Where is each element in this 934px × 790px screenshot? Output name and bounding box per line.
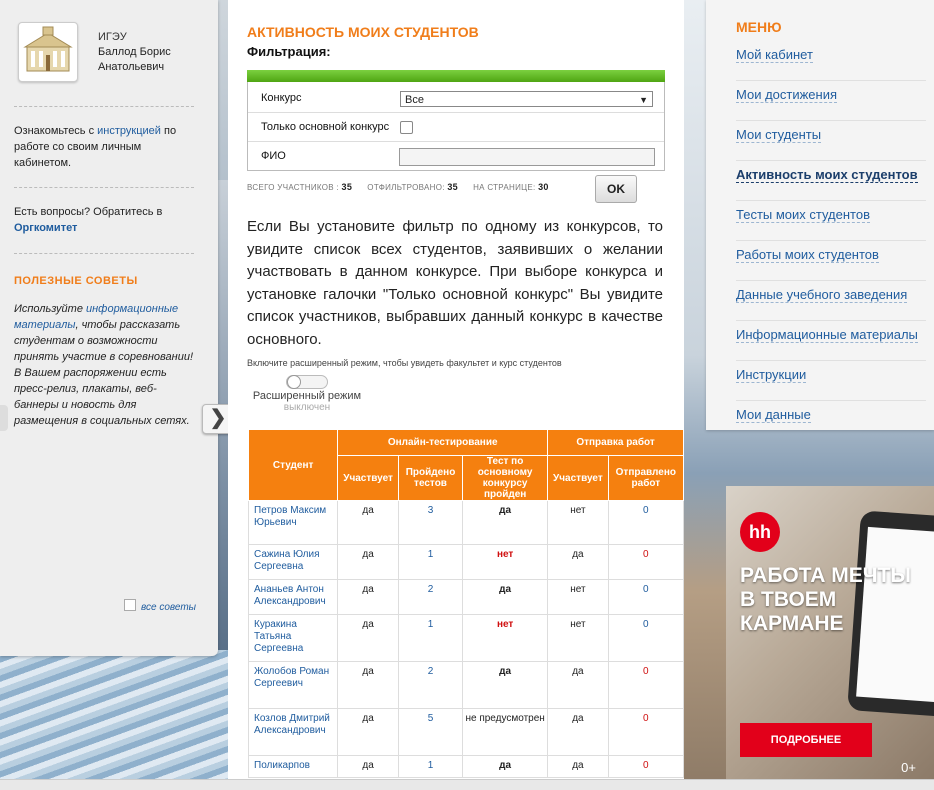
- right-menu: [706, 0, 934, 430]
- filter-row-contest: [248, 84, 664, 113]
- student-name[interactable]: Жолобов Роман Сергеевич: [249, 662, 338, 709]
- filter-header-bar: [247, 70, 665, 82]
- list-icon: [124, 599, 136, 611]
- col-tests-passed[interactable]: Пройдено тестов: [398, 456, 462, 501]
- menu-item-my-cabinet[interactable]: [736, 40, 926, 81]
- menu-item-label: Информационные материалы: [736, 327, 918, 342]
- all-tips-link[interactable]: [124, 599, 196, 613]
- student-name[interactable]: Сажина Юлия Сергеевна: [249, 545, 338, 580]
- cell-main-test: да: [463, 662, 548, 709]
- cell-participates: да: [338, 580, 399, 615]
- total-count: 35: [341, 182, 353, 192]
- cell-tests-passed[interactable]: 1: [398, 615, 462, 662]
- cell-works-participates: нет: [548, 580, 609, 615]
- menu-item-label: Мой кабинет: [736, 47, 813, 62]
- cell-tests-passed[interactable]: 5: [398, 709, 462, 756]
- contest-select[interactable]: [400, 91, 653, 107]
- menu-item-label: Мои достижения: [736, 87, 838, 102]
- menu-item-institution-data[interactable]: [736, 280, 926, 321]
- student-name[interactable]: Куракина Татьяна Сергеевна: [249, 615, 338, 662]
- menu-item-label: Инструкции: [736, 367, 807, 382]
- filtered-count: 35: [447, 182, 458, 192]
- advanced-mode-state: выключен: [283, 402, 331, 413]
- col-participates-works[interactable]: Участвует: [548, 456, 609, 501]
- banner-more-button[interactable]: ПОДРОБНЕЕ: [740, 723, 872, 757]
- participant-stats: [247, 182, 549, 192]
- cell-tests-passed[interactable]: 1: [398, 756, 462, 778]
- col-main-test[interactable]: Тест по основному конкурсу пройден: [463, 456, 548, 501]
- col-student[interactable]: Студент: [249, 430, 338, 501]
- student-name[interactable]: Ананьев Антон Александрович: [249, 580, 338, 615]
- organization-name: ИГЭУ: [98, 31, 127, 43]
- cell-main-test: да: [463, 501, 548, 545]
- student-name[interactable]: Поликарпов: [249, 756, 338, 778]
- table-row: [249, 662, 684, 709]
- filter-panel: [247, 70, 665, 171]
- hh-logo: hh: [740, 512, 780, 552]
- cell-main-test: не предусмотрен: [463, 709, 548, 756]
- cell-works-participates: да: [548, 545, 609, 580]
- group-online-testing: Онлайн-тестирование: [338, 430, 548, 456]
- main-only-label: Только основной конкурс: [261, 121, 390, 133]
- fio-input[interactable]: [399, 148, 655, 166]
- page-title: АКТИВНОСТЬ МОИХ СТУДЕНТОВ: [247, 24, 479, 40]
- cell-works-participates: да: [548, 756, 609, 778]
- student-name[interactable]: Козлов Дмитрий Александрович: [249, 709, 338, 756]
- menu-item-label: Мои студенты: [736, 127, 822, 142]
- cell-tests-passed[interactable]: 3: [398, 501, 462, 545]
- user-name: Баллод Борис Анатольевич: [98, 46, 171, 73]
- cell-main-test: нет: [463, 615, 548, 662]
- cell-works-sent[interactable]: 0: [608, 580, 683, 615]
- cell-works-sent[interactable]: 0: [608, 615, 683, 662]
- cell-participates: да: [338, 756, 399, 778]
- tips-text-start: Используйте: [14, 303, 86, 315]
- cell-participates: да: [338, 709, 399, 756]
- menu-item-my-data[interactable]: [736, 400, 926, 440]
- guide-text-end: по работе со своим личным кабинетом.: [14, 125, 177, 169]
- left-sidebar: [0, 0, 218, 656]
- advanced-mode-hint: Включите расширенный режим, чтобы увидеть факультет и курс студентов: [247, 358, 562, 368]
- hh-banner[interactable]: [726, 486, 934, 779]
- divider: [14, 253, 194, 254]
- page-count: 30: [538, 182, 549, 192]
- cell-main-test: да: [463, 580, 548, 615]
- contest-label: Конкурс: [261, 92, 302, 104]
- banner-headline: РАБОТА МЕЧТЫ В ТВОЕМ КАРМАНЕ: [740, 564, 911, 635]
- cell-participates: да: [338, 501, 399, 545]
- table-row: [249, 756, 684, 778]
- cell-participates: да: [338, 615, 399, 662]
- filter-row-fio: [248, 142, 664, 170]
- table-row: [249, 615, 684, 662]
- menu-item-students-activity[interactable]: [736, 160, 926, 201]
- student-name[interactable]: Петров Максим Юрьевич: [249, 501, 338, 545]
- menu-item-students-tests[interactable]: [736, 200, 926, 241]
- guide-notice: [14, 123, 194, 171]
- cell-works-sent[interactable]: 0: [608, 709, 683, 756]
- menu-item-info-materials[interactable]: [736, 320, 926, 361]
- all-tips-label: все советы: [141, 602, 197, 613]
- tips-text-end: , чтобы рассказать студентам о возможности принять участие в соревновании! В Вашем распоряжении есть пресс-релиз, плакаты, веб-баннеры и новость для размещения в социальных сетях.: [14, 319, 194, 427]
- chevron-right-icon[interactable]: ❯: [202, 404, 234, 434]
- bottom-scrollbar[interactable]: [0, 779, 934, 790]
- cell-tests-passed[interactable]: 1: [398, 545, 462, 580]
- students-activity-table: [248, 429, 684, 778]
- group-works: Отправка работ: [548, 430, 684, 456]
- cell-main-test: нет: [463, 545, 548, 580]
- university-logo-icon: [18, 22, 78, 82]
- cell-works-sent[interactable]: 0: [608, 756, 683, 778]
- cell-participates: да: [338, 662, 399, 709]
- main-only-checkbox[interactable]: [400, 121, 413, 134]
- menu-item-label: Мои данные: [736, 407, 811, 422]
- advanced-mode-toggle[interactable]: [286, 375, 328, 389]
- page-label: НА СТРАНИЦЕ:: [473, 183, 536, 192]
- advanced-mode-label: [252, 390, 362, 414]
- cell-works-sent[interactable]: 0: [608, 501, 683, 545]
- toggle-knob: [287, 375, 301, 389]
- menu-item-achievements[interactable]: [736, 80, 926, 121]
- advanced-mode-text: Расширенный режим: [252, 390, 362, 402]
- contest-select-value: Все: [405, 94, 424, 106]
- table-row: [249, 501, 684, 545]
- menu-title: МЕНЮ: [736, 19, 782, 35]
- cell-main-test: да: [463, 756, 548, 778]
- background-building: [0, 650, 228, 789]
- fio-label: ФИО: [261, 150, 286, 162]
- menu-item-my-students[interactable]: [736, 120, 926, 161]
- table-row: [249, 709, 684, 756]
- table-row: [249, 580, 684, 615]
- total-label: ВСЕГО УЧАСТНИКОВ :: [247, 183, 339, 192]
- filtered-label: ОТФИЛЬТРОВАНО:: [367, 183, 445, 192]
- nav-left-tab[interactable]: [0, 405, 8, 431]
- filter-row-main-only: [248, 113, 664, 142]
- col-participates[interactable]: Участвует: [338, 456, 399, 501]
- menu-item-label: Активность моих студентов: [736, 167, 918, 182]
- divider: [14, 187, 194, 188]
- cell-tests-passed[interactable]: 2: [398, 580, 462, 615]
- cell-works-participates: нет: [548, 501, 609, 545]
- divider: [14, 106, 194, 107]
- info-materials-link[interactable]: информационные материалы: [14, 303, 179, 331]
- col-works-sent[interactable]: Отправлено работ: [608, 456, 683, 501]
- cell-works-participates: нет: [548, 615, 609, 662]
- cell-works-participates: да: [548, 662, 609, 709]
- menu-item-students-works[interactable]: [736, 240, 926, 281]
- ok-button[interactable]: OK: [595, 175, 637, 203]
- guide-text: Ознакомьтесь с: [14, 125, 98, 137]
- menu-item-label: Работы моих студентов: [736, 247, 879, 262]
- questions-text: Есть вопросы? Обратитесь в: [14, 206, 163, 218]
- age-rating: 0+: [901, 760, 916, 775]
- tips-text: [14, 301, 199, 429]
- orgcommittee-link[interactable]: Оргкомитет: [14, 222, 78, 234]
- main-content: [228, 0, 684, 779]
- cell-participates: да: [338, 545, 399, 580]
- table-row: [249, 545, 684, 580]
- guide-link[interactable]: инструкцией: [97, 125, 161, 137]
- cell-works-sent[interactable]: 0: [608, 545, 683, 580]
- questions-notice: [14, 204, 194, 236]
- cell-tests-passed[interactable]: 2: [398, 662, 462, 709]
- filter-title: Фильтрация:: [247, 44, 331, 59]
- cell-works-sent[interactable]: 0: [608, 662, 683, 709]
- chevron-down-icon: ▼: [639, 95, 648, 105]
- filter-description: Если Вы установите фильтр по одному из конкурсов, то увидите список всех студентов, заявивших о желании участвовать в данном конкурсе. При выборе конкурса и установке галочки "Только основной конкурс" Вы увидите список участников, выбравших данный конкурс в качестве основного.: [247, 218, 663, 348]
- tips-title: ПОЛЕЗНЫЕ СОВЕТЫ: [14, 275, 138, 287]
- menu-item-instructions[interactable]: [736, 360, 926, 401]
- menu-item-label: Тесты моих студентов: [736, 207, 870, 222]
- menu-item-label: Данные учебного заведения: [736, 287, 908, 302]
- cell-works-participates: да: [548, 709, 609, 756]
